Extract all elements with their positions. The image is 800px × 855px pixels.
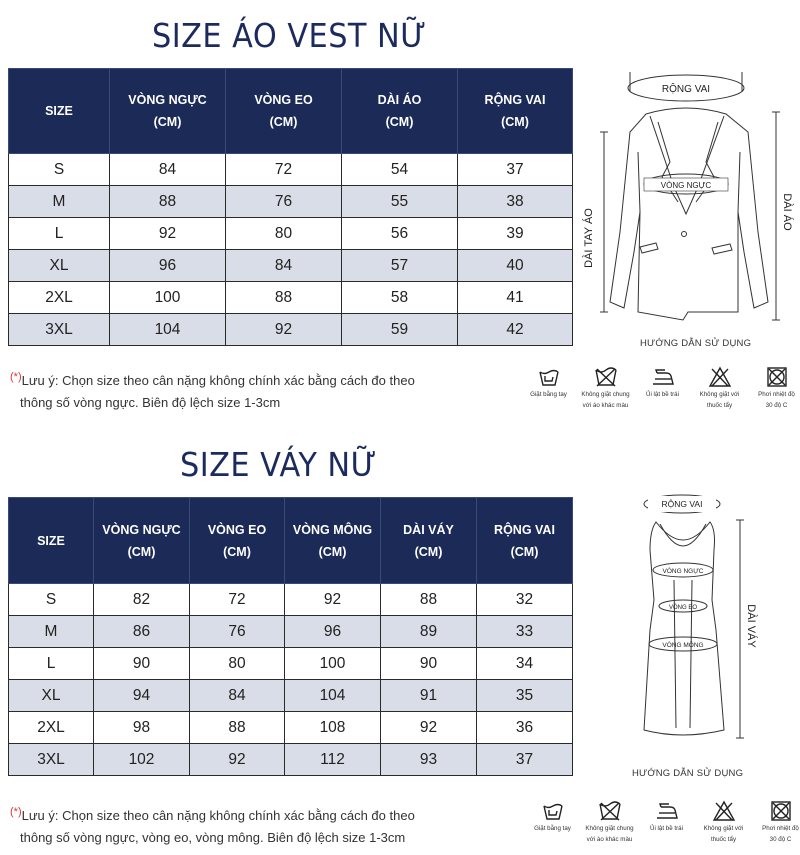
cell: 92	[110, 218, 226, 250]
cell: 104	[285, 680, 381, 712]
dress-care-icons	[524, 800, 800, 844]
dress-hip-label: VÒNG MÔNG	[662, 642, 704, 649]
header-shoulder: RỘNG VAI (CM)	[477, 498, 573, 584]
cell: 94	[94, 680, 190, 712]
care-label: thuốc tẩy	[710, 836, 737, 843]
header-size: SIZE	[9, 69, 110, 154]
table-row	[9, 744, 573, 776]
care-label: Giặt bằng tay	[530, 391, 567, 398]
note-line: Lưu ý: Chọn size theo cân nặng không chính xác bằng cách đo theo	[21, 373, 415, 388]
table-row	[9, 712, 573, 744]
vest-guide-label: HƯỚNG DẪN SỬ DỤNG	[640, 338, 752, 349]
vest-length-label: DÀI ÁO	[781, 193, 793, 231]
care-label: Ủi lật bề trái	[649, 825, 683, 832]
table-header-row	[9, 498, 573, 584]
cell: 59	[342, 314, 458, 346]
table-row	[9, 250, 573, 282]
table-row	[9, 282, 573, 314]
cell: 56	[342, 218, 458, 250]
cell-size: 2XL	[9, 282, 110, 314]
cell: 84	[110, 154, 226, 186]
care-label: 30 độ C	[769, 836, 792, 843]
care-item	[524, 800, 581, 844]
care-item	[752, 800, 800, 844]
care-item	[638, 800, 695, 844]
vest-title: SIZE ÁO VEST NỮ	[152, 16, 427, 55]
dress-note	[10, 805, 415, 849]
header-hip: VÒNG MÔNG (CM)	[285, 498, 381, 584]
iron-reverse-icon	[651, 366, 675, 388]
dress-waist-label: VÒNG EO	[668, 605, 698, 611]
cell: 88	[110, 186, 226, 218]
hand-wash-icon	[538, 366, 560, 388]
care-label: Ủi lật bề trái	[645, 391, 679, 398]
care-label: Phơi nhiệt độ	[758, 391, 795, 398]
no-mixed-wash-icon	[597, 800, 623, 822]
cell: 72	[190, 584, 285, 616]
care-item	[520, 366, 577, 410]
care-item	[691, 366, 748, 410]
cell: 91	[381, 680, 477, 712]
vest-shoulder-label: RỘNG VAI	[661, 84, 711, 95]
cell: 36	[477, 712, 573, 744]
care-label: với áo khác màu	[582, 402, 629, 409]
cell: 40	[458, 250, 573, 282]
cell: 76	[226, 186, 342, 218]
cell: 72	[226, 154, 342, 186]
header-chest: VÒNG NGỰC (CM)	[110, 69, 226, 154]
table-row	[9, 314, 573, 346]
care-item	[634, 366, 691, 410]
cell: 84	[226, 250, 342, 282]
cell: 102	[94, 744, 190, 776]
note-line: thông số vòng ngực, vòng eo, vòng mông. Biên độ lệch size 1-3cm	[20, 830, 406, 845]
cell: 41	[458, 282, 573, 314]
cell: 33	[477, 616, 573, 648]
dress-shoulder-label: RỘNG VAI	[661, 499, 703, 509]
cell: 57	[342, 250, 458, 282]
cell: 37	[477, 744, 573, 776]
dress-length-label: DÀI VÁY	[745, 604, 757, 648]
table-row	[9, 154, 573, 186]
cell: 98	[94, 712, 190, 744]
cell: 54	[342, 154, 458, 186]
cell-size: 2XL	[9, 712, 94, 744]
cell: 92	[285, 584, 381, 616]
cell: 80	[226, 218, 342, 250]
cell: 108	[285, 712, 381, 744]
cell: 86	[94, 616, 190, 648]
care-item	[748, 366, 800, 410]
header-shoulder: RỘNG VAI (CM)	[458, 69, 573, 154]
cell: 88	[190, 712, 285, 744]
cell: 112	[285, 744, 381, 776]
cell: 32	[477, 584, 573, 616]
care-item	[577, 366, 634, 410]
vest-size-table	[8, 68, 573, 346]
table-row	[9, 616, 573, 648]
dry-30-icon	[766, 366, 788, 388]
care-label: 30 độ C	[765, 402, 788, 409]
cell: 88	[381, 584, 477, 616]
cell: 42	[458, 314, 573, 346]
cell-size: S	[9, 154, 110, 186]
dress-chest-label: VÒNG NGỰC	[662, 568, 704, 575]
vest-illustration	[578, 62, 800, 332]
cell-size: M	[9, 186, 110, 218]
cell: 92	[381, 712, 477, 744]
cell-size: 3XL	[9, 744, 94, 776]
cell: 93	[381, 744, 477, 776]
cell: 35	[477, 680, 573, 712]
cell-size: XL	[9, 250, 110, 282]
cell: 100	[285, 648, 381, 680]
hand-wash-icon	[542, 800, 564, 822]
cell: 92	[226, 314, 342, 346]
cell-size: L	[9, 648, 94, 680]
table-row	[9, 186, 573, 218]
header-waist: VÒNG EO (CM)	[190, 498, 285, 584]
care-label: Không giặt chung	[581, 391, 630, 398]
no-bleach-icon	[708, 366, 732, 388]
table-row	[9, 218, 573, 250]
cell-size: 3XL	[9, 314, 110, 346]
cell: 104	[110, 314, 226, 346]
table-header-row	[9, 69, 573, 154]
care-label: Không giặt với	[699, 391, 740, 398]
dry-30-icon	[770, 800, 792, 822]
dress-guide-label: HƯỚNG DẪN SỬ DỤNG	[632, 768, 744, 779]
no-mixed-wash-icon	[593, 366, 619, 388]
cell: 90	[94, 648, 190, 680]
cell: 90	[381, 648, 477, 680]
care-label: Giặt bằng tay	[534, 825, 571, 832]
cell: 55	[342, 186, 458, 218]
cell: 80	[190, 648, 285, 680]
cell: 84	[190, 680, 285, 712]
header-waist: VÒNG EO (CM)	[226, 69, 342, 154]
note-star: (*)	[10, 371, 22, 383]
care-label: với áo khác màu	[586, 836, 633, 843]
header-chest: VÒNG NGỰC (CM)	[94, 498, 190, 584]
header-length: DÀI ÁO (CM)	[342, 69, 458, 154]
iron-reverse-icon	[655, 800, 679, 822]
dress-size-table	[8, 497, 573, 776]
cell: 76	[190, 616, 285, 648]
vest-sleeve-label: DÀI TAY ÁO	[583, 208, 595, 268]
cell: 96	[110, 250, 226, 282]
table-row	[9, 584, 573, 616]
cell: 88	[226, 282, 342, 314]
care-item	[695, 800, 752, 844]
table-row	[9, 680, 573, 712]
cell: 82	[94, 584, 190, 616]
care-label: Không giặt với	[703, 825, 744, 832]
dress-title: SIZE VÁY NỮ	[180, 445, 378, 484]
cell: 96	[285, 616, 381, 648]
header-size: SIZE	[9, 498, 94, 584]
cell: 37	[458, 154, 573, 186]
cell: 92	[190, 744, 285, 776]
cell: 58	[342, 282, 458, 314]
care-label: Phơi nhiệt độ	[762, 825, 799, 832]
care-label: Không giặt chung	[585, 825, 634, 832]
vest-note	[10, 370, 415, 414]
cell-size: M	[9, 616, 94, 648]
no-bleach-icon	[712, 800, 736, 822]
cell-size: XL	[9, 680, 94, 712]
vest-care-icons	[520, 366, 800, 410]
cell: 38	[458, 186, 573, 218]
cell-size: L	[9, 218, 110, 250]
cell: 39	[458, 218, 573, 250]
dress-illustration	[620, 490, 760, 750]
care-item	[581, 800, 638, 844]
vest-chest-label: VÒNG NGỰC	[660, 181, 712, 190]
cell-size: S	[9, 584, 94, 616]
care-label: thuốc tẩy	[706, 402, 733, 409]
cell: 100	[110, 282, 226, 314]
header-length: DÀI VÁY (CM)	[381, 498, 477, 584]
note-line: Lưu ý: Chọn size theo cân nặng không chính xác bằng cách đo theo	[21, 808, 415, 823]
cell: 89	[381, 616, 477, 648]
note-star: (*)	[10, 806, 22, 818]
table-row	[9, 648, 573, 680]
note-line: thông số vòng ngực. Biên độ lệch size 1-3cm	[20, 395, 281, 410]
cell: 34	[477, 648, 573, 680]
